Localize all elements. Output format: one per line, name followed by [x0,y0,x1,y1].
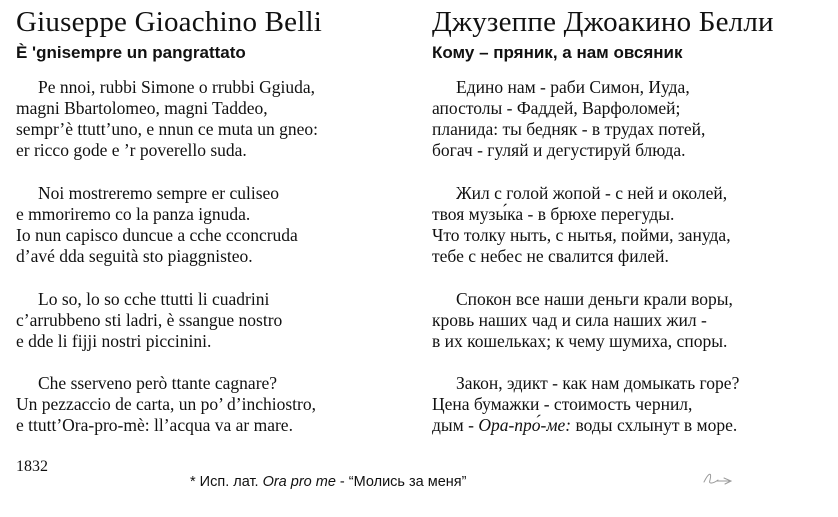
poem-line-end: воды схлынут в море. [571,415,738,435]
poem-line: апостолы - Фаддей, Варфоломей; [432,98,681,118]
poem-line: Un pezzaccio de carta, un po’ d’inchiostro, [16,394,316,414]
poem-line: Что толку ныть, с нытья, пойми, зануда, [432,225,731,245]
poem-year: 1832 [16,458,48,475]
poem-line: d’avé dda seguità sto piaggnisteo. [16,246,253,266]
poem-line-start: дым - [432,415,479,435]
poem-line [432,415,739,436]
latin-phrase: Ора-про́-ме: [478,415,572,435]
poem-line: Закон, эдикт - как нам домыкать горе? [456,373,740,393]
italian-stanza-4 [16,373,316,436]
poem-line: твоя музы́ка - в брюхе перегуды. [432,204,675,224]
italian-author: Giuseppe Gioachino Belli [16,6,323,38]
poem-line: er ricco gode e ’r poverello suda. [16,140,247,160]
poem-line: magni Bbartolomeo, magni Taddeo, [16,98,268,118]
poem-line: Noi mostreremo sempre er culiseo [38,183,280,203]
russian-author: Джузеппе Джоакино Белли [432,6,774,38]
italian-poem-title: È 'gnisempre un pangrattato [16,43,246,62]
poem-line: Lo so, lo so cche ttutti li cuadrini [38,289,270,309]
russian-stanza-2 [432,183,731,267]
russian-stanza-1 [432,77,705,161]
poem-line: e ttutt’Ora-pro-mè: ll’acqua va ar mare. [16,415,293,435]
poem-line: sempr’è ttutt’uno, e nnun ce muta un gneo: [16,119,318,139]
poem-line: в их кошельках; к чему шумиха, споры. [432,331,728,351]
russian-stanza-3 [432,289,733,352]
russian-poem-title: Кому – пряник, а нам овсяник [432,43,683,62]
poem-line: тебе с небес не свалится филей. [432,246,669,266]
poem-line: Pe nnoi, rubbi Simone o rrubbi Ggiuda, [38,77,316,97]
italian-stanza-1 [16,77,318,161]
signature-mark [700,468,736,488]
poem-line: богач - гуляй и дегустируй блюда. [432,140,686,160]
poem-line: e dde li fijji nostri piccinini. [16,331,212,351]
italian-stanza-2 [16,183,298,267]
italian-stanza-3 [16,289,282,352]
poem-line: Цена бумажки - стоимость чернил, [432,394,693,414]
footnote-suffix: - “Молись за меня” [335,474,467,490]
poem-line: Che sserveno però ttante cagnare? [38,373,278,393]
russian-column [432,0,836,435]
poem-line: Жил с голой жопой - с ней и околей, [456,183,728,203]
poem-line: планида: ты бедняк - в трудах потей, [432,119,706,139]
footnote-term: Ora pro me [262,474,336,490]
poem-line: Едино нам - раби Симон, Иуда, [456,77,690,97]
russian-stanza-4 [432,373,739,436]
poem-line: Io nun capisco duncue a cche cconcruda [16,225,298,245]
poem-line: Спокон все наши деньги крали воры, [456,289,733,309]
italian-column [16,0,416,435]
poem-line: c’arrubbeno sti ladri, è ssangue nostro [16,310,283,330]
poem-line: кровь наших чад и сила наших жил - [432,310,707,330]
footnote [190,474,466,490]
footnote-prefix: * Исп. лат. [190,474,263,490]
poem-line: e mmoriremo co la panza ignuda. [16,204,251,224]
